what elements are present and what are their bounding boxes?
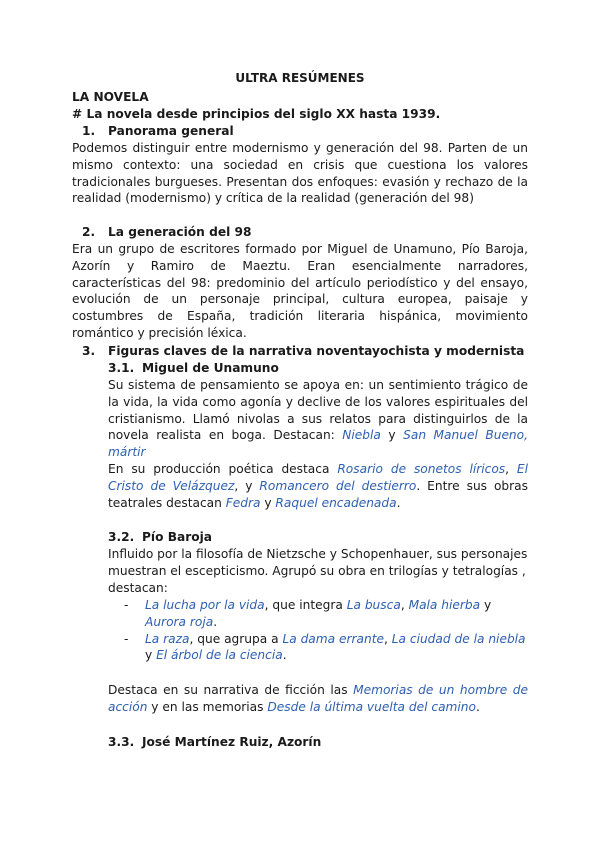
paragraph-baroja-memorias bbox=[108, 682, 528, 716]
unamuno-text: Su sistema de pensamiento se apoya en: un sentimiento trágico de la vida, la vida como agonía y declive de los valores espirituales del cristianismo. Llamó nivolas a sus relatos para distinguirlos de la novela realista en boga. Destacan: bbox=[108, 378, 528, 443]
heading-3-3 bbox=[108, 734, 321, 751]
work-romancero-destierro: Romancero del destierro bbox=[259, 478, 417, 493]
heading-1-text: Panorama general bbox=[108, 124, 234, 138]
list-item bbox=[124, 597, 528, 631]
connector: , bbox=[505, 462, 517, 476]
connector: , bbox=[383, 631, 392, 646]
work-cristo-velazquez: El Cristo de Velázquez bbox=[108, 462, 528, 493]
work-lucha-por-la-vida: La lucha por la vida bbox=[145, 598, 265, 612]
connector: , y bbox=[234, 478, 260, 493]
work-la-raza: La raza bbox=[145, 631, 190, 646]
section-heading: LA NOVELA bbox=[72, 90, 149, 104]
paragraph-baroja-intro: Influido por la filosofía de Nietzsche y Schopenhauer, sus personajes muestran el escepticismo. Agrupó su obra en trilogías y tetralogías , destacan: bbox=[108, 547, 528, 595]
connector: , que agrupa a bbox=[189, 631, 283, 646]
connector: y bbox=[145, 648, 157, 663]
work-arbol-ciencia: El árbol de la ciencia bbox=[156, 648, 283, 663]
baroja-outro-text: Destaca en su narrativa de ficción las bbox=[108, 683, 354, 697]
heading-3-3-number: 3.3. bbox=[108, 735, 135, 749]
heading-2-number: 2. bbox=[82, 225, 96, 239]
connector: . bbox=[282, 648, 287, 663]
work-ciudad-niebla: La ciudad de la niebla bbox=[391, 631, 526, 646]
paragraph-unamuno-poesia bbox=[108, 461, 528, 511]
connector: y en las memorias bbox=[147, 699, 268, 714]
heading-3 bbox=[82, 343, 524, 360]
document-title: ULTRA RESÚMENES bbox=[235, 71, 365, 85]
work-niebla: Niebla bbox=[342, 428, 381, 443]
unamuno-teatro-text: . Entre sus obras teatrales destacan bbox=[108, 478, 529, 510]
heading-1-number: 1. bbox=[82, 124, 96, 138]
connector: , bbox=[400, 598, 409, 612]
work-ultima-vuelta-camino: Desde la última vuelta del camino bbox=[267, 699, 476, 714]
topic-heading: # La novela desde principios del siglo XX hasta 1939. bbox=[72, 107, 441, 121]
heading-3-3-text: José Martínez Ruiz, Azorín bbox=[142, 735, 322, 749]
connector: . bbox=[475, 699, 480, 714]
heading-3-2 bbox=[108, 529, 212, 546]
connector: y bbox=[480, 598, 492, 612]
work-fedra: Fedra bbox=[225, 495, 261, 510]
work-raquel-encadenada: Raquel encadenada bbox=[275, 495, 397, 510]
work-rosario-sonetos: Rosario de sonetos líricos bbox=[337, 462, 506, 476]
connector: y bbox=[260, 495, 276, 510]
baroja-trilogies-list bbox=[124, 597, 528, 664]
work-dama-errante: La dama errante bbox=[282, 631, 384, 646]
heading-3-2-text: Pío Baroja bbox=[142, 530, 213, 544]
connector: , que integra bbox=[264, 598, 347, 612]
connector: . bbox=[213, 614, 218, 629]
work-memorias-hombre-accion: Memorias de un hombre de acción bbox=[108, 683, 528, 714]
work-san-manuel-bueno: San Manuel Bueno, mártir bbox=[108, 428, 528, 460]
heading-2 bbox=[82, 224, 251, 241]
connector: y bbox=[380, 428, 404, 443]
work-mala-hierba: Mala hierba bbox=[408, 598, 481, 612]
list-item bbox=[124, 631, 528, 665]
unamuno-poesia-text: En su producción poética destaca bbox=[108, 462, 338, 476]
heading-2-text: La generación del 98 bbox=[108, 225, 252, 239]
paragraph-unamuno-pensamiento bbox=[108, 377, 528, 461]
paragraph-generacion: Era un grupo de escritores formado por Miguel de Unamuno, Pío Baroja, Azorín y Ramiro de Maeztu. Eran esencialmente narradores, características del 98: predominio del artículo periodístico y del ensayo, evolución de un personaje principal, cultura europea, paisaje y costumbres de España, tradición literaria hispánica, movimiento romántico y precisión léxica. bbox=[72, 242, 528, 340]
work-aurora-roja: Aurora roja bbox=[145, 614, 214, 629]
heading-3-2-number: 3.2. bbox=[108, 530, 135, 544]
heading-3-1-text: Miguel de Unamuno bbox=[142, 361, 279, 375]
dash-bullet: - bbox=[124, 598, 129, 612]
dash-bullet: - bbox=[124, 631, 129, 646]
work-la-busca: La busca bbox=[346, 598, 401, 612]
heading-1 bbox=[82, 123, 234, 140]
heading-3-number: 3. bbox=[82, 344, 96, 358]
heading-3-text: Figuras claves de la narrativa noventayochista y modernista bbox=[108, 344, 525, 358]
heading-3-1 bbox=[108, 360, 279, 377]
paragraph-panorama: Podemos distinguir entre modernismo y generación del 98. Parten de un mismo contexto: una sociedad en crisis que cuestiona los valores tradicionales burgueses. Presentan dos enfoques: evasión y rechazo de la realidad (modernismo) y crítica de la realidad (generación del 98) bbox=[72, 141, 528, 206]
connector: . bbox=[396, 495, 401, 510]
heading-3-1-number: 3.1. bbox=[108, 361, 135, 375]
